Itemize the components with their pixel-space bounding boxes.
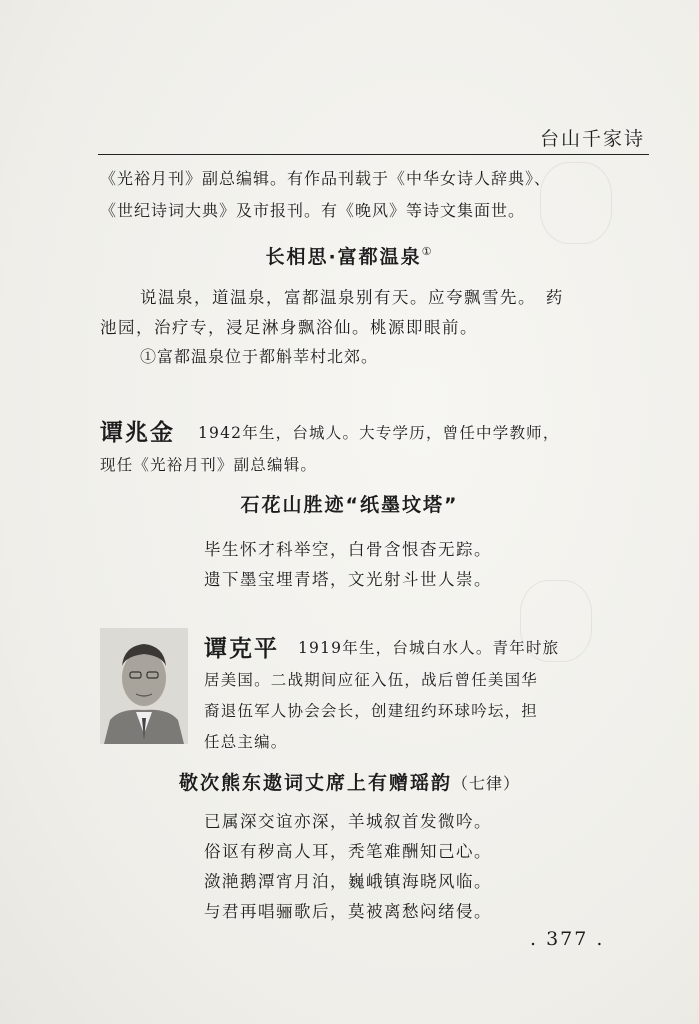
author-bio: 1942年生，台城人。大专学历，曾任中学教师， bbox=[198, 424, 560, 442]
poem-line: 与君再唱骊歌后，莫被离愁闷绪侵。 bbox=[204, 902, 492, 921]
footnote: ①富都温泉位于都斛莘村北郊。 bbox=[140, 347, 379, 366]
poem-form: （七律） bbox=[452, 774, 521, 793]
author-bio: 1919年生，台城白水人。青年时旅 bbox=[298, 639, 560, 657]
author-portrait-photo bbox=[100, 628, 188, 744]
poem-line: 俗讴有秽高人耳，秃笔难酬知己心。 bbox=[204, 842, 492, 861]
author-name: 谭克平 bbox=[204, 636, 279, 662]
poem-title: 敬次熊东遨词丈席上有赠瑶韵（七律） bbox=[178, 772, 521, 794]
portrait-photo-icon bbox=[100, 628, 188, 744]
poem-line: 已属深交谊亦深，羊城叙首发微吟。 bbox=[204, 812, 492, 831]
author-bio: 居美国。二战期间应征入伍，战后曾任美国华 bbox=[204, 671, 539, 689]
page-number: . 377 . bbox=[530, 928, 605, 950]
author-name: 谭兆金 bbox=[100, 420, 175, 446]
intro-line: 《光裕月刊》副总编辑。有作品刊载于《中华女诗人辞典》、 bbox=[100, 169, 552, 188]
author-bio: 任总主编。 bbox=[204, 733, 288, 751]
intro-line: 《世纪诗词大典》及市报刊。有《晚风》等诗文集面世。 bbox=[100, 201, 526, 220]
author-bio: 现任《光裕月刊》副总编辑。 bbox=[100, 456, 318, 474]
poem-title: 长相思·富都温泉① bbox=[265, 245, 434, 268]
header-rule bbox=[98, 154, 649, 155]
poem-line: 毕生怀才科举空，白骨含恨杳无踪。 bbox=[204, 540, 492, 559]
poem-line: 潋滟鹅潭宵月泊，巍峨镇海晓风临。 bbox=[204, 872, 492, 891]
author-bio: 裔退伍军人协会会长，创建纽约环球吟坛，担 bbox=[204, 702, 539, 720]
poem-title: 石花山胜迹“纸墨坟塔” bbox=[240, 494, 459, 516]
poem-line: 池园，治疗专，浸足淋身飘浴仙。桃源即眼前。 bbox=[100, 318, 478, 337]
poem-line: 遗下墨宝埋青塔，文光射斗世人崇。 bbox=[204, 570, 492, 589]
footnote-mark: ① bbox=[421, 245, 434, 258]
poem-line: 说温泉，道温泉，富都温泉别有天。应夸飘雪先。 药 bbox=[140, 288, 564, 307]
running-header: 台山千家诗 bbox=[539, 128, 645, 150]
